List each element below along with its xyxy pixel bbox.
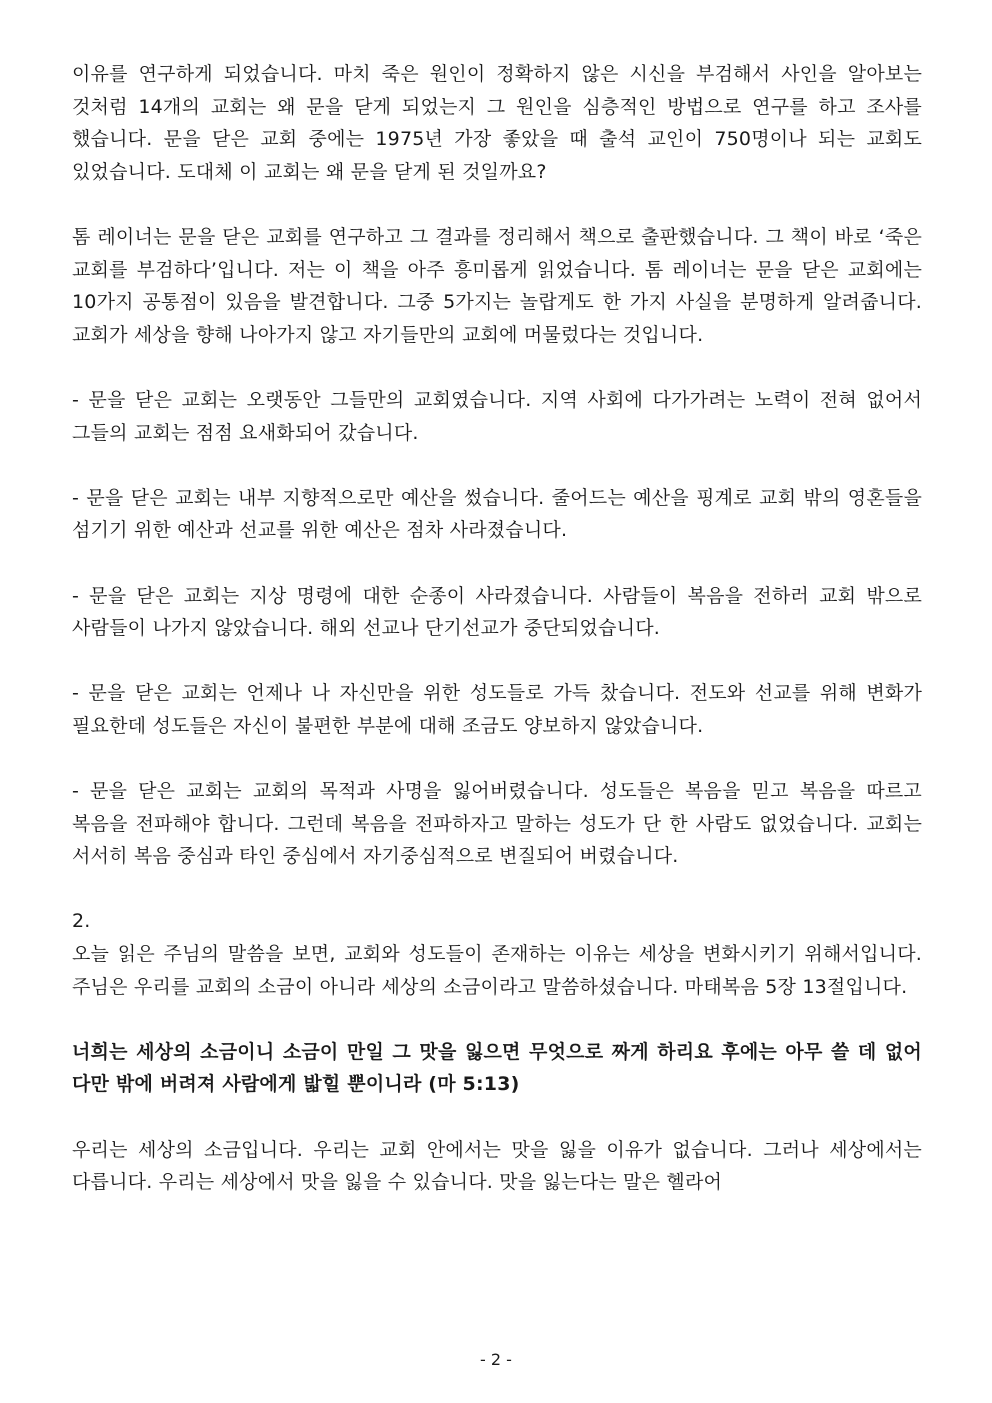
list-item: - 문을 닫은 교회는 오랫동안 그들만의 교회였습니다. 지역 사회에 다가가려는 노력이 전혀 없어서 그들의 교회는 점점 요새화되어 갔습니다. <box>72 388 922 444</box>
page-number: - 2 - <box>480 1350 512 1369</box>
list-item: - 문을 닫은 교회는 교회의 목적과 사명을 잃어버렸습니다. 성도들은 복음을 믿고 복음을 따르고 복음을 전파해야 합니다. 그런데 복음을 전파하자고 말하는 성도가 단 한 사람도 없었습니다. 교회는 서서히 복음 중심과 타인 중심에서 자기중심적으로 변질되어 버렸습니다. <box>72 780 922 868</box>
scripture-quote: 너희는 세상의 소금이니 소금이 만일 그 맛을 잃으면 무엇으로 짜게 하리요 후에는 아무 쓸 데 없어 다만 밖에 버려져 사람에게 밟힐 뿐이니라 (마 5:13) <box>72 1040 922 1096</box>
document-body <box>72 58 922 1231</box>
list-item: - 문을 닫은 교회는 언제나 나 자신만을 위한 성도들로 가득 찼습니다. 전도와 선교를 위해 변화가 필요한데 성도들은 자신이 불편한 부분에 대해 조금도 양보하지 않았습니다. <box>72 682 922 737</box>
paragraph-book: 톰 레이너는 문을 닫은 교회를 연구하고 그 결과를 정리해서 책으로 출판했습니다. 그 책이 바로 ‘죽은 교회를 부검하다’입니다. 저는 이 책을 아주 흥미롭게 읽었습니다. 톰 레이너는 문을 닫은 교회에는 10가지 공통점이 있음을 발견합니다. 그중 5가지는 놀랍게도 한 가지 사실을 분명하게 알려줍니다. 교회가 세상을 향해 나아가지 않고 자기들만의 교회에 머물렀다는 것입니다. <box>72 225 922 346</box>
section-paragraph: 오늘 읽은 주님의 말씀을 보면, 교회와 성도들이 존재하는 이유는 세상을 변화시키기 위해서입니다. 주님은 우리를 교회의 소금이 아니라 세상의 소금이라고 말씀하셨습니다. 마태복음 5장 13절입니다. <box>72 943 922 998</box>
paragraph-intro: 이유를 연구하게 되었습니다. 마치 죽은 원인이 정확하지 않은 시신을 부검해서 사인을 알아보는 것처럼 14개의 교회는 왜 문을 닫게 되었는지 그 원인을 심층적인 방법으로 연구를 하고 조사를 했습니다. 문을 닫은 교회 중에는 1975년 가장 좋았을 때 출석 교인이 750명이나 되는 교회도 있었습니다. 도대체 이 교회는 왜 문을 닫게 된 것일까요? <box>72 63 922 183</box>
section-number: 2. <box>72 910 91 933</box>
list-item: - 문을 닫은 교회는 지상 명령에 대한 순종이 사라졌습니다. 사람들이 복음을 전하러 교회 밖으로 사람들이 나가지 않았습니다. 해외 선교나 단기선교가 중단되었습니다. <box>72 584 922 640</box>
closing-paragraph: 우리는 세상의 소금입니다. 우리는 교회 안에서는 맛을 잃을 이유가 없습니다. 그러나 세상에서는 다릅니다. 우리는 세상에서 맛을 잃을 수 있습니다. 맛을 잃는다는 말은 헬라어 <box>72 1138 922 1194</box>
list-item: - 문을 닫은 교회는 내부 지향적으로만 예산을 썼습니다. 줄어드는 예산을 핑계로 교회 밖의 영혼들을 섬기기 위한 예산과 선교를 위한 예산은 점차 사라졌습니다. <box>72 486 922 542</box>
